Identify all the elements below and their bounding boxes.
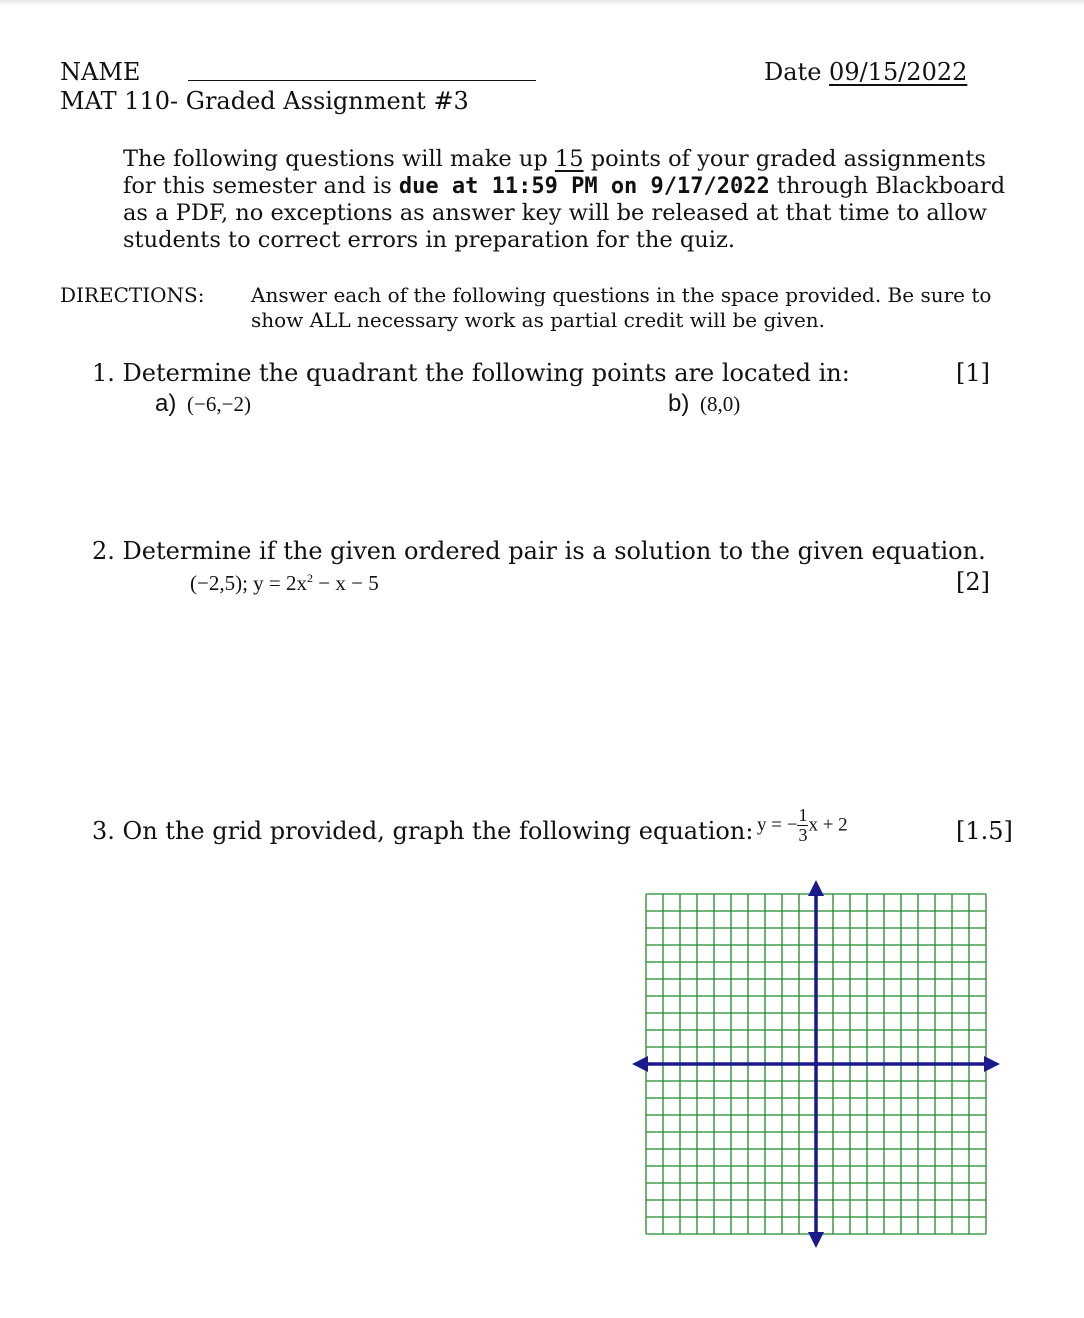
question-3 — [92, 817, 753, 845]
question-text: Determine if the given ordered pair is a solution to the given equation. — [122, 537, 986, 565]
question-2 — [92, 537, 986, 565]
date-label: Date — [764, 58, 822, 86]
directions-text: Answer each of the following questions in the space provided. Be sure to show ALL necessary work as partial credit will be given. — [251, 283, 992, 332]
intro-text-3: through Blackboard as a PDF, no exceptions as answer key will be released at that time to allow students to correct errors in preparation for the quiz. — [123, 173, 1006, 253]
expr-suffix: − x − 5 — [313, 571, 379, 595]
x-axis-arrow-left-icon — [632, 1056, 648, 1072]
question-1-points: [1] — [956, 359, 990, 387]
eq-suffix: x + 2 — [808, 814, 848, 836]
question-text: Determine the quadrant the following points are located in: — [122, 359, 850, 387]
date-field — [764, 58, 967, 86]
question-1 — [92, 359, 850, 387]
intro-points: 15 — [554, 146, 584, 172]
expr-prefix: (−2,5); y = 2x — [190, 571, 308, 595]
part-value: (−6,−2) — [187, 392, 251, 416]
eq-denominator: 3 — [798, 825, 808, 845]
name-blank-line[interactable] — [188, 80, 536, 81]
eq-fraction — [797, 806, 808, 845]
question-number: 3. — [92, 817, 115, 845]
eq-numerator: 1 — [798, 805, 808, 825]
part-label: b) — [668, 390, 690, 417]
coordinate-grid[interactable] — [630, 878, 1002, 1250]
intro-due-date: due at 11:59 PM on 9/17/2022 — [398, 174, 770, 199]
page-top-edge — [0, 0, 1084, 6]
part-value: (8,0) — [700, 392, 741, 416]
question-text: On the grid provided, graph the following equation: — [122, 817, 754, 845]
y-axis-arrow-down-icon — [808, 1232, 824, 1248]
question-3-equation — [757, 806, 848, 845]
question-number: 2. — [92, 537, 115, 565]
name-label: NAME — [60, 58, 141, 86]
y-axis-arrow-up-icon — [808, 880, 824, 896]
q1-part-b — [668, 390, 740, 418]
axes — [632, 880, 1000, 1248]
expr-exponent: 2 — [307, 571, 314, 585]
intro-text-1: The following questions will make up — [123, 146, 555, 172]
question-2-points: [2] — [956, 568, 990, 596]
question-number: 1. — [92, 359, 115, 387]
question-2-expression — [190, 571, 379, 596]
date-value: 09/15/2022 — [829, 58, 968, 86]
course-title: MAT 110- Graded Assignment #3 — [60, 87, 469, 115]
x-axis-arrow-right-icon — [984, 1056, 1000, 1072]
q1-part-a — [155, 390, 251, 418]
intro-text-2: points of your graded assignments for this semester and is — [123, 146, 986, 199]
directions-label: DIRECTIONS: — [60, 283, 205, 307]
intro-paragraph — [123, 146, 1023, 254]
part-label: a) — [155, 390, 177, 417]
question-3-points: [1.5] — [956, 817, 1013, 845]
eq-prefix: y = − — [757, 814, 798, 836]
